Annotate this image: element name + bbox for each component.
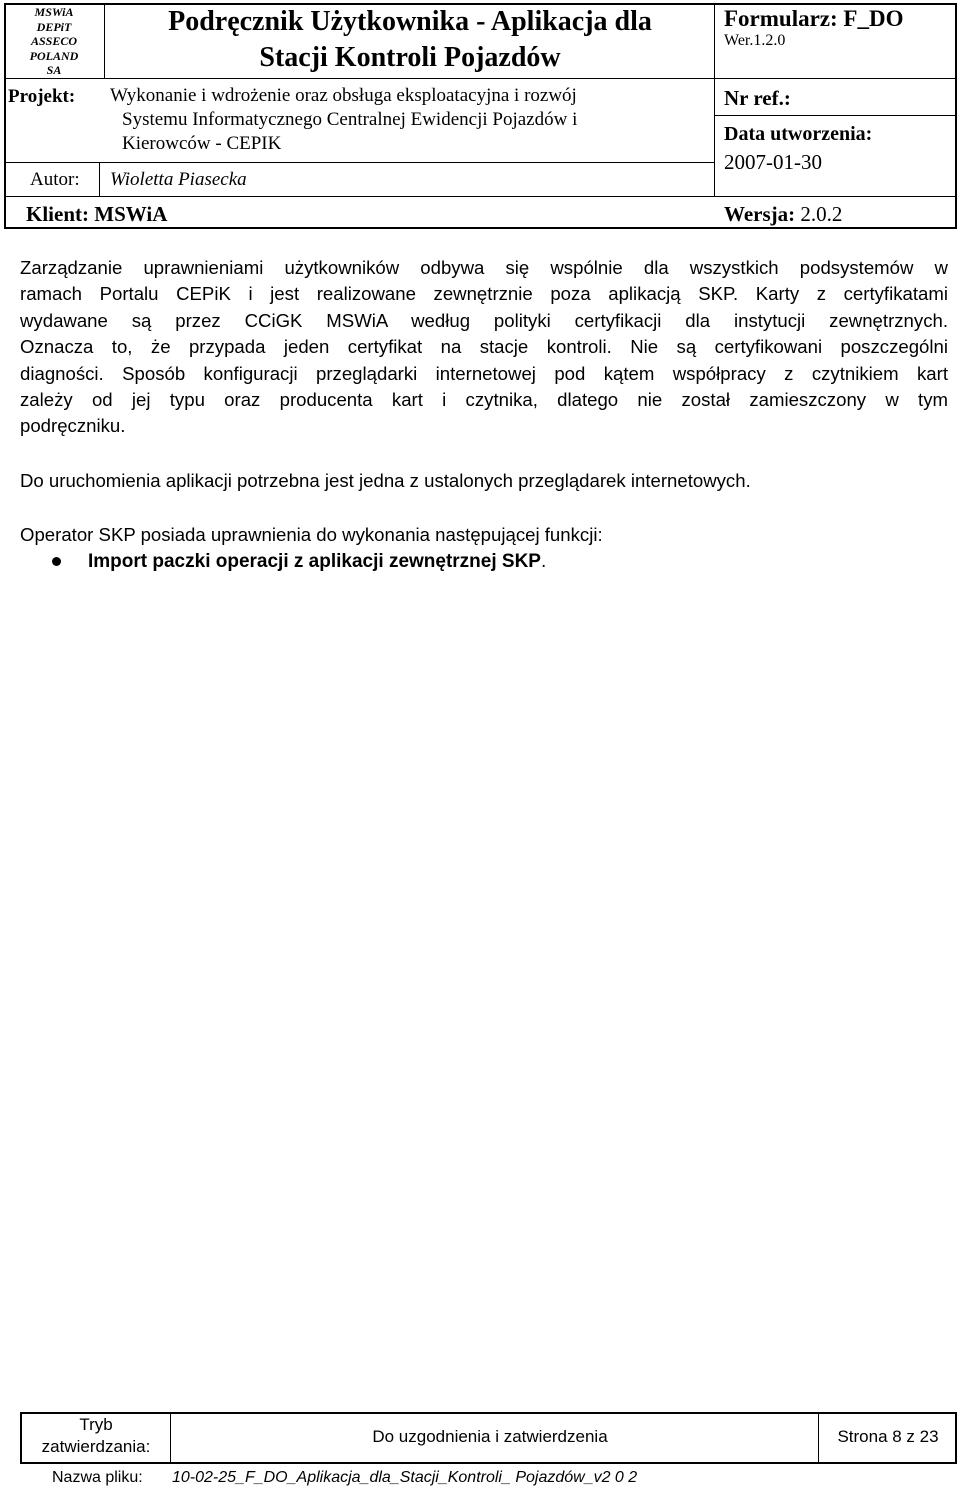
header-border-bottom: [4, 227, 957, 229]
project-line: Kierowców - CEPIK: [122, 133, 282, 154]
approval-mode-label-line1: Tryb: [79, 1415, 113, 1434]
paragraph-line: zależy od jej typu oraz producenta kart i czytnika, dlatego nie został zamieszczony w tym: [20, 389, 948, 411]
company-logo: [4, 5, 104, 78]
paragraph-operator: Operator SKP posiada uprawnienia do wykonania następującej funkcji:: [20, 524, 603, 545]
logo-line: MSWiA: [34, 5, 74, 19]
project-description: [110, 84, 710, 156]
project-line: Systemu Informatycznego Centralnej Ewidencji Pojazdów i: [122, 109, 578, 130]
approval-mode-label: [22, 1414, 170, 1458]
creation-date-label: Data utworzenia:: [724, 123, 873, 145]
logo-line: DEPiT: [36, 19, 72, 34]
function-suffix: .: [540, 551, 547, 572]
paragraph-line: podręczniku.: [20, 415, 126, 437]
file-name-label: Nazwa pliku:: [52, 1469, 143, 1486]
header-row-divider-1: [4, 78, 957, 79]
version-value: 2.0.2: [800, 202, 843, 226]
client-value: MSWiA: [94, 202, 168, 226]
author-value: Wioletta Piasecka: [110, 169, 247, 190]
file-name-value: 10-02-25_F_DO_Aplikacja_dla_Stacji_Kontroli_ Pojazdów_v2 0 2: [172, 1469, 638, 1486]
header-divider-right-column: [714, 3, 715, 196]
project-line: Wykonanie i wdrożenie oraz obsługa eksploatacyjna i rozwój: [110, 85, 577, 106]
header-divider-logo: [104, 3, 105, 79]
header-autor-divider: [99, 162, 100, 196]
footer-divider-label: [170, 1412, 171, 1464]
function-name: Import paczki operacji z aplikacji zewnętrznej SKP: [88, 551, 541, 572]
approval-mode-label-line2: zatwierdzania:: [41, 1437, 151, 1456]
approval-mode-value: Do uzgodnienia i zatwierdzenia: [372, 1427, 608, 1446]
logo-line: SA: [46, 63, 62, 77]
paragraph-line: ramach Portalu CEPiK i jest realizowane zewnętrznie poza aplikacją SKP. Karty z certyfikatami: [20, 283, 948, 305]
creation-date-value: 2007-01-30: [724, 150, 822, 174]
reference-number-label: Nr ref.:: [724, 86, 791, 110]
paragraph-line: wydawane są przez CCiGK MSWiA według polityki certyfikacji dla instytucji zewnętrznych.: [20, 309, 948, 331]
paragraph-permissions: [20, 255, 948, 440]
logo-line: ASSECO: [30, 34, 78, 48]
document-title-line1: Podręcznik Użytkownika - Aplikacja dla: [168, 6, 652, 37]
logo-line: POLAND: [29, 48, 79, 63]
header-right-divider-nrref: [714, 115, 957, 116]
paragraph-line: Oznacza to, że przypada jeden certyfikat na stacje kontroli. Nie są certyfikowani poszczególni: [20, 336, 948, 358]
project-label: Projekt:: [8, 86, 76, 107]
header-row-divider-client: [4, 196, 957, 197]
paragraph-line: Zarządzanie uprawnieniami użytkowników odbywa się wspólnie dla wszystkich podsystemów w: [20, 257, 948, 278]
form-version: Wer.1.2.0: [724, 32, 786, 49]
bullet-icon: [52, 557, 61, 566]
document-title-line2: Stacji Kontroli Pojazdów: [259, 42, 561, 73]
paragraph-line: diagności. Sposób konfiguracji przeglądarki internetowej pod kątem współpracy z czytnikiem kart: [20, 362, 948, 384]
version-label: Wersja:: [724, 202, 796, 226]
paragraph-browser: Do uruchomienia aplikacji potrzebna jest jedna z ustalonych przeglądarek internetowych.: [20, 470, 751, 491]
function-list-item: [88, 549, 546, 575]
client-label: Klient:: [26, 202, 89, 226]
page-number: Strona 8 z 23: [837, 1427, 939, 1446]
footer-border-bottom: [20, 1462, 957, 1464]
form-label: Formularz: F_DO: [724, 6, 904, 31]
document-title: [108, 4, 712, 76]
client-field: [26, 202, 167, 227]
header-row-divider-autor: [4, 162, 715, 163]
footer-divider-page: [818, 1412, 819, 1464]
version-field: [724, 202, 842, 227]
author-label: Autor:: [30, 169, 80, 190]
